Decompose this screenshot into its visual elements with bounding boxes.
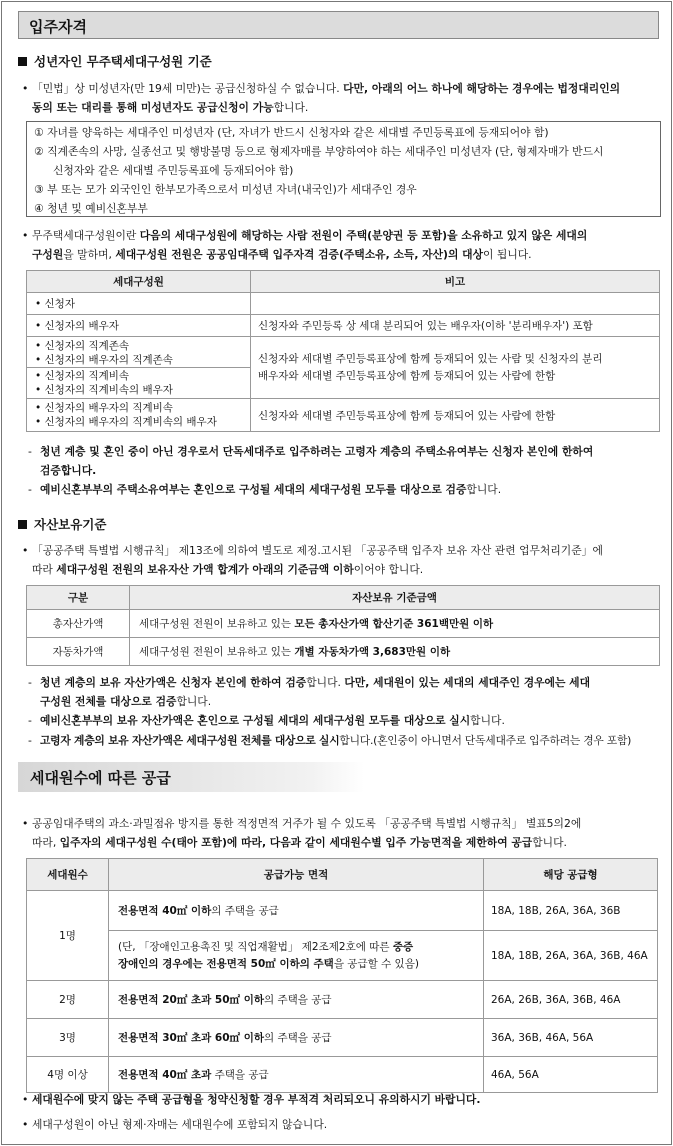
box-item: ② 직계존속의 사망, 실종선고 및 행방불명 등으로 형제자매를 부양하여야 하는 세대주인 미성년자 (단, 형제자매가 반드시: [34, 145, 604, 158]
table-cell: 세대구성원 전원이 보유하고 있는 모든 총자산가액 합산기준 361백만원 이하: [130, 610, 660, 638]
table-header: 비고: [251, 271, 660, 293]
member-paragraph: • 무주택세대구성원이란 다음의 세대구성원에 해당하는 사람 전원이 주택(분양권 등 포함)을 소유하고 있지 않은 세대의 구성원을 말하며, 세대구성원 전원은 공공임대주택 입주자격 검증(주택소유, 소득, 자산)의 대상이 됩니다.: [32, 226, 660, 264]
table-cell: 전용면적 40㎡ 이하의 주택을 공급: [109, 891, 484, 931]
table-cell: 1명: [27, 891, 109, 981]
table-header: 구분: [27, 586, 130, 610]
bullet-icon: •: [22, 229, 29, 242]
box-item: ③ 부 또는 모가 외국인인 한부모가족으로서 미성년 자녀(내국인)가 세대주인 경우: [34, 183, 417, 196]
bullet-icon: •: [22, 1118, 29, 1131]
section-heading-supply: 세대원수에 따른 공급: [18, 762, 364, 792]
table-header: 세대원수: [27, 859, 109, 891]
table-cell: • 신청자: [27, 293, 251, 315]
bullet-icon: •: [22, 1093, 29, 1106]
asset-note-youth: - 청년 계층의 보유 자산가액은 신청자 본인에 한하여 검증합니다. 다만, 세대원이 있는 세대의 세대주인 경우에는 세대 구성원 전체를 대상으로 검증합니다.: [40, 673, 662, 711]
table-cell: 4명 이상: [27, 1057, 109, 1093]
table-cell: 신청자와 주민등록 상 세대 분리되어 있는 배우자(이하 '분리배우자') 포함: [251, 315, 660, 337]
page: [1, 1, 672, 1145]
note-youth: - 청년 계층 및 혼인 중이 아닌 경우로서 단독세대주로 입주하려는 고령자 계층의 주택소유여부는 신청자 본인에 한하여 검증합니다.: [40, 442, 662, 480]
asset-note-elderly: - 고령자 계층의 보유 자산가액은 세대구성원 전체를 대상으로 실시합니다.(혼인중이 아니면서 단독세대주로 입주하려는 경우 포함): [40, 731, 668, 750]
table-cell: 18A, 18B, 26A, 36A, 36B: [484, 891, 658, 931]
minor-paragraph: • 「민법」상 미성년자(만 19세 미만)는 공급신청하실 수 없습니다. 다만, 아래의 어느 하나에 해당하는 경우에는 법정대리인의 동의 또는 대리를 통해 미성년자도 공급신청이 가능합니다.: [32, 79, 660, 117]
table-cell: 자동차가액: [27, 638, 130, 666]
box-item: ④ 청년 및 예비신혼부부: [34, 202, 148, 215]
bullet-icon: •: [22, 82, 29, 95]
dash-icon: -: [28, 445, 32, 458]
table-cell: 전용면적 30㎡ 초과 60㎡ 이하의 주택을 공급: [109, 1019, 484, 1057]
supply-warning: • 세대원수에 맞지 않는 주택 공급형을 청약신청할 경우 부적격 처리되오니 유의하시기 바랍니다.: [32, 1090, 660, 1109]
dash-icon: -: [28, 714, 32, 727]
table-cell-line: • 신청자의 직계존속: [35, 340, 130, 352]
asset-standard-table: [26, 585, 660, 666]
section-heading-household: 성년자인 무주택세대구성원 기준: [18, 52, 212, 70]
square-bullet-icon: [18, 57, 27, 66]
supply-area-table: [26, 858, 658, 1093]
table-cell: 신청자와 세대별 주민등록표상에 함께 등재되어 있는 사람에 한함: [251, 399, 660, 432]
dash-icon: -: [28, 676, 32, 689]
square-bullet-icon: [18, 520, 27, 529]
box-item: 신청자와 같은 세대별 주민등록표에 등재되어야 함): [53, 164, 294, 177]
table-cell-line: • 신청자의 배우자의 직계존속: [35, 354, 173, 366]
table-cell: • 신청자의 배우자의 직계비속 • 신청자의 배우자의 직계비속의 배우자: [27, 399, 251, 432]
table-cell: 총자산가액: [27, 610, 130, 638]
table-cell: 36A, 36B, 46A, 56A: [484, 1019, 658, 1057]
table-header: 자산보유 기준금액: [130, 586, 660, 610]
table-cell: 전용면적 40㎡ 초과 주택을 공급: [109, 1057, 484, 1093]
supply-note: • 세대구성원이 아닌 형제·자매는 세대원수에 포함되지 않습니다.: [32, 1115, 660, 1134]
table-cell: (단, 「장애인고용촉진 및 직업재활법」 제2조제2호에 따른 중증 장애인의 경우에는 전용면적 50㎡ 이하의 주택을 공급할 수 있음): [109, 931, 484, 981]
asset-paragraph: • 「공공주택 특별법 시행규칙」 제13조에 의하여 별도로 제정.고시된 「공공주택 입주자 보유 자산 관련 업무처리기준」에 따라 세대구성원 전원의 보유자산 가액 합계가 아래의 기준금액 이하이어야 합니다.: [32, 541, 660, 579]
asset-note-newlywed: - 예비신혼부부의 보유 자산가액은 혼인으로 구성될 세대의 세대구성원 모두를 대상으로 실시합니다.: [40, 711, 662, 730]
bullet-icon: •: [22, 817, 29, 830]
household-member-table: [26, 270, 660, 432]
note-newlywed: - 예비신혼부부의 주택소유여부는 혼인으로 구성될 세대의 세대구성원 모두를 대상으로 검증합니다.: [40, 480, 662, 499]
table-header: 해당 공급형: [484, 859, 658, 891]
table-cell: 26A, 26B, 36A, 36B, 46A: [484, 981, 658, 1019]
table-cell: 세대구성원 전원이 보유하고 있는 개별 자동차가액 3,683만원 이하: [130, 638, 660, 666]
table-header: 공급가능 면적: [109, 859, 484, 891]
minor-exception-box: [26, 121, 661, 217]
section-heading-assets: 자산보유기준: [18, 515, 106, 533]
box-item: ① 자녀를 양육하는 세대주인 미성년자 (단, 자녀가 반드시 신청자와 같은 세대별 주민등록표에 등재되어야 함): [34, 126, 549, 139]
dash-icon: -: [28, 734, 32, 747]
table-cell: [27, 337, 251, 399]
table-cell: 46A, 56A: [484, 1057, 658, 1093]
supply-paragraph: • 공공임대주택의 과소·과밀점유 방지를 통한 적정면적 거주가 될 수 있도록 「공공주택 특별법 시행규칙」 별표5의2에 따라, 입주자의 세대구성원 수(태아 포함)에 따라, 다음과 같이 세대원수별 입주 가능면적을 제한하여 공급합니다.: [32, 814, 660, 852]
table-cell: 18A, 18B, 26A, 36A, 36B, 46A: [484, 931, 658, 981]
table-cell-line: • 신청자의 직계비속의 배우자: [35, 384, 173, 396]
table-cell: 신청자와 세대별 주민등록표상에 함께 등재되어 있는 사람 및 신청자의 분리 배우자와 세대별 주민등록표상에 함께 등재되어 있는 사람에 한함: [251, 337, 660, 399]
page-title: 입주자격: [18, 11, 659, 39]
table-cell: • 신청자의 배우자: [27, 315, 251, 337]
table-cell: [251, 293, 660, 315]
table-cell-line: • 신청자의 직계비속: [35, 370, 130, 382]
table-header: 세대구성원: [27, 271, 251, 293]
dash-icon: -: [28, 483, 32, 496]
table-cell: 2명: [27, 981, 109, 1019]
table-cell: 전용면적 20㎡ 초과 50㎡ 이하의 주택을 공급: [109, 981, 484, 1019]
bullet-icon: •: [22, 544, 29, 557]
table-cell: 3명: [27, 1019, 109, 1057]
